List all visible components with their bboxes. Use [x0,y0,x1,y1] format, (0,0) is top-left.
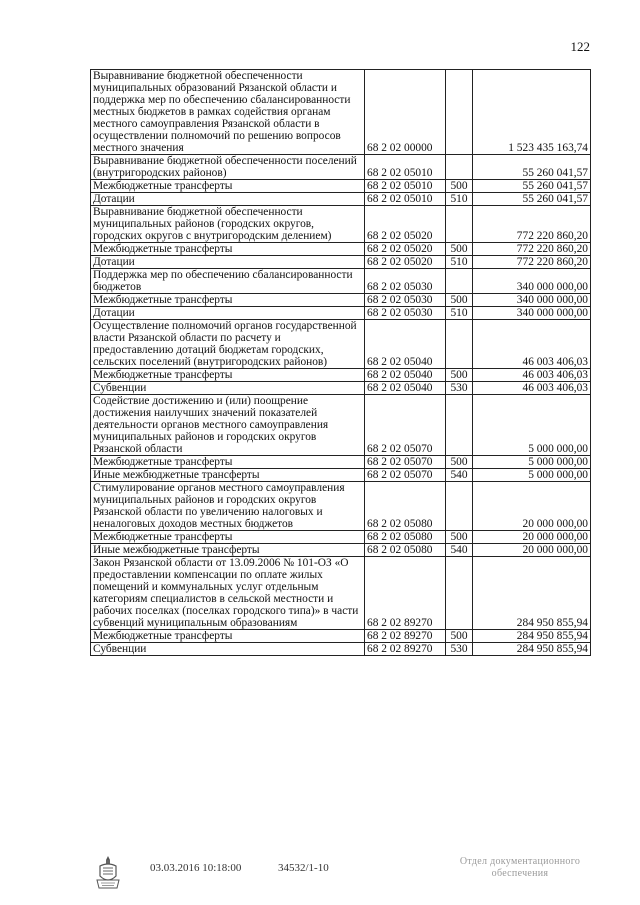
footer-document-code: 34532/1-10 [278,862,329,874]
row-code-cell: 68 2 02 05010 [365,155,446,180]
row-code-cell: 68 2 02 89270 [365,557,446,630]
budget-table-body [91,70,591,656]
table-row [91,395,591,456]
row-sum-cell: 46 003 406,03 [473,320,591,369]
row-expense-type-cell [446,269,473,294]
row-code-cell: 68 2 02 89270 [365,630,446,643]
table-row [91,206,591,243]
row-code-cell: 68 2 02 05080 [365,544,446,557]
row-sum-cell: 46 003 406,03 [473,382,591,395]
table-row [91,456,591,469]
row-code-cell: 68 2 02 05080 [365,482,446,531]
row-sum-cell: 340 000 000,00 [473,307,591,320]
table-row [91,256,591,269]
row-name-cell: Межбюджетные трансферты [91,294,365,307]
row-sum-cell: 284 950 855,94 [473,557,591,630]
row-sum-cell: 772 220 860,20 [473,243,591,256]
table-row [91,643,591,656]
row-expense-type-cell [446,482,473,531]
row-sum-cell: 20 000 000,00 [473,482,591,531]
row-expense-type-cell: 510 [446,307,473,320]
row-name-cell: Иные межбюджетные трансферты [91,469,365,482]
row-code-cell: 68 2 02 05020 [365,206,446,243]
row-code-cell: 68 2 02 05080 [365,531,446,544]
row-sum-cell: 5 000 000,00 [473,456,591,469]
row-expense-type-cell: 500 [446,531,473,544]
row-name-cell: Дотации [91,256,365,269]
row-sum-cell: 772 220 860,20 [473,256,591,269]
table-row [91,630,591,643]
budget-table [90,69,591,656]
row-code-cell: 68 2 02 05030 [365,269,446,294]
table-row [91,557,591,630]
row-name-cell: Межбюджетные трансферты [91,531,365,544]
row-code-cell: 68 2 02 05010 [365,180,446,193]
row-expense-type-cell: 500 [446,243,473,256]
row-code-cell: 68 2 02 05040 [365,369,446,382]
row-name-cell: Выравнивание бюджетной обеспеченности муниципальных районов (городских округов, городских округов с внутригородским делением) [91,206,365,243]
row-expense-type-cell: 530 [446,643,473,656]
row-name-cell: Субвенции [91,643,365,656]
row-expense-type-cell: 500 [446,294,473,307]
row-expense-type-cell: 500 [446,369,473,382]
row-code-cell: 68 2 02 05020 [365,243,446,256]
row-expense-type-cell [446,395,473,456]
table-row [91,180,591,193]
table-row [91,382,591,395]
row-code-cell: 68 2 02 05010 [365,193,446,206]
row-sum-cell: 284 950 855,94 [473,643,591,656]
row-code-cell: 68 2 02 05070 [365,456,446,469]
row-expense-type-cell [446,320,473,369]
row-code-cell: 68 2 02 05030 [365,294,446,307]
department-stamp [440,856,600,880]
row-expense-type-cell: 510 [446,256,473,269]
row-expense-type-cell [446,206,473,243]
row-expense-type-cell [446,70,473,155]
table-row [91,243,591,256]
table-row [91,269,591,294]
page-footer [0,850,640,900]
table-row [91,320,591,369]
row-name-cell: Осуществление полномочий органов государственной власти Рязанской области по расчету и предоставлению дотаций бюджетам городских, сельских поселений (внутригородских районов) [91,320,365,369]
stamp-line-1: Отдел документационного [459,856,581,867]
row-expense-type-cell: 500 [446,456,473,469]
row-name-cell: Дотации [91,193,365,206]
row-name-cell: Субвенции [91,382,365,395]
row-sum-cell: 340 000 000,00 [473,269,591,294]
row-name-cell: Дотации [91,307,365,320]
table-row [91,294,591,307]
row-name-cell: Выравнивание бюджетной обеспеченности муниципальных образований Рязанской области и поддержка мер по обеспечению сбалансированности местных бюджетов в рамках содействия органам местного самоуправления Рязанской области в осуществлении полномочий по решению вопросов местного значения [91,70,365,155]
row-expense-type-cell: 510 [446,193,473,206]
row-name-cell: Выравнивание бюджетной обеспеченности поселений (внутригородских районов) [91,155,365,180]
row-sum-cell: 1 523 435 163,74 [473,70,591,155]
coat-of-arms-icon [94,854,122,892]
row-expense-type-cell: 500 [446,630,473,643]
table-row [91,369,591,382]
table-row [91,544,591,557]
row-sum-cell: 5 000 000,00 [473,469,591,482]
table-row [91,307,591,320]
row-expense-type-cell [446,557,473,630]
row-code-cell: 68 2 02 05040 [365,382,446,395]
row-name-cell: Стимулирование органов местного самоуправления муниципальных районов и городских округов Рязанской области по увеличению налоговых и неналоговых доходов местных бюджетов [91,482,365,531]
row-sum-cell: 46 003 406,03 [473,369,591,382]
row-code-cell: 68 2 02 05020 [365,256,446,269]
row-sum-cell: 55 260 041,57 [473,193,591,206]
row-sum-cell: 340 000 000,00 [473,294,591,307]
row-code-cell: 68 2 02 05070 [365,395,446,456]
row-name-cell: Иные межбюджетные трансферты [91,544,365,557]
row-code-cell: 68 2 02 89270 [365,643,446,656]
row-name-cell: Межбюджетные трансферты [91,630,365,643]
table-row [91,70,591,155]
row-code-cell: 68 2 02 05030 [365,307,446,320]
table-row [91,531,591,544]
row-expense-type-cell: 540 [446,469,473,482]
row-sum-cell: 5 000 000,00 [473,395,591,456]
row-sum-cell: 772 220 860,20 [473,206,591,243]
table-row [91,482,591,531]
table-row [91,155,591,180]
row-sum-cell: 20 000 000,00 [473,531,591,544]
row-expense-type-cell: 530 [446,382,473,395]
page-number: 122 [570,39,590,54]
row-sum-cell: 55 260 041,57 [473,180,591,193]
row-expense-type-cell: 500 [446,180,473,193]
row-sum-cell: 284 950 855,94 [473,630,591,643]
row-name-cell: Закон Рязанской области от 13.09.2006 № 101-ОЗ «О предоставлении компенсации по оплате жилых помещений и коммунальных услуг отдельным категориям специалистов в сельской местности и рабочих поселках (поселках городского типа)» в части субвенций муниципальным образованиям [91,557,365,630]
row-name-cell: Поддержка мер по обеспечению сбалансированности бюджетов [91,269,365,294]
row-code-cell: 68 2 02 00000 [365,70,446,155]
row-name-cell: Межбюджетные трансферты [91,243,365,256]
row-code-cell: 68 2 02 05070 [365,469,446,482]
row-code-cell: 68 2 02 05040 [365,320,446,369]
footer-timestamp: 03.03.2016 10:18:00 [150,862,242,874]
row-sum-cell: 20 000 000,00 [473,544,591,557]
row-name-cell: Межбюджетные трансферты [91,180,365,193]
row-name-cell: Содействие достижению и (или) поощрение достижения наилучших значений показателей деятельности органов местного самоуправления муниципальных районов и городских округов Рязанской области [91,395,365,456]
row-expense-type-cell [446,155,473,180]
table-row [91,193,591,206]
row-sum-cell: 55 260 041,57 [473,155,591,180]
row-name-cell: Межбюджетные трансферты [91,456,365,469]
row-name-cell: Межбюджетные трансферты [91,369,365,382]
stamp-line-2: обеспечения [491,868,549,879]
table-row [91,469,591,482]
row-expense-type-cell: 540 [446,544,473,557]
